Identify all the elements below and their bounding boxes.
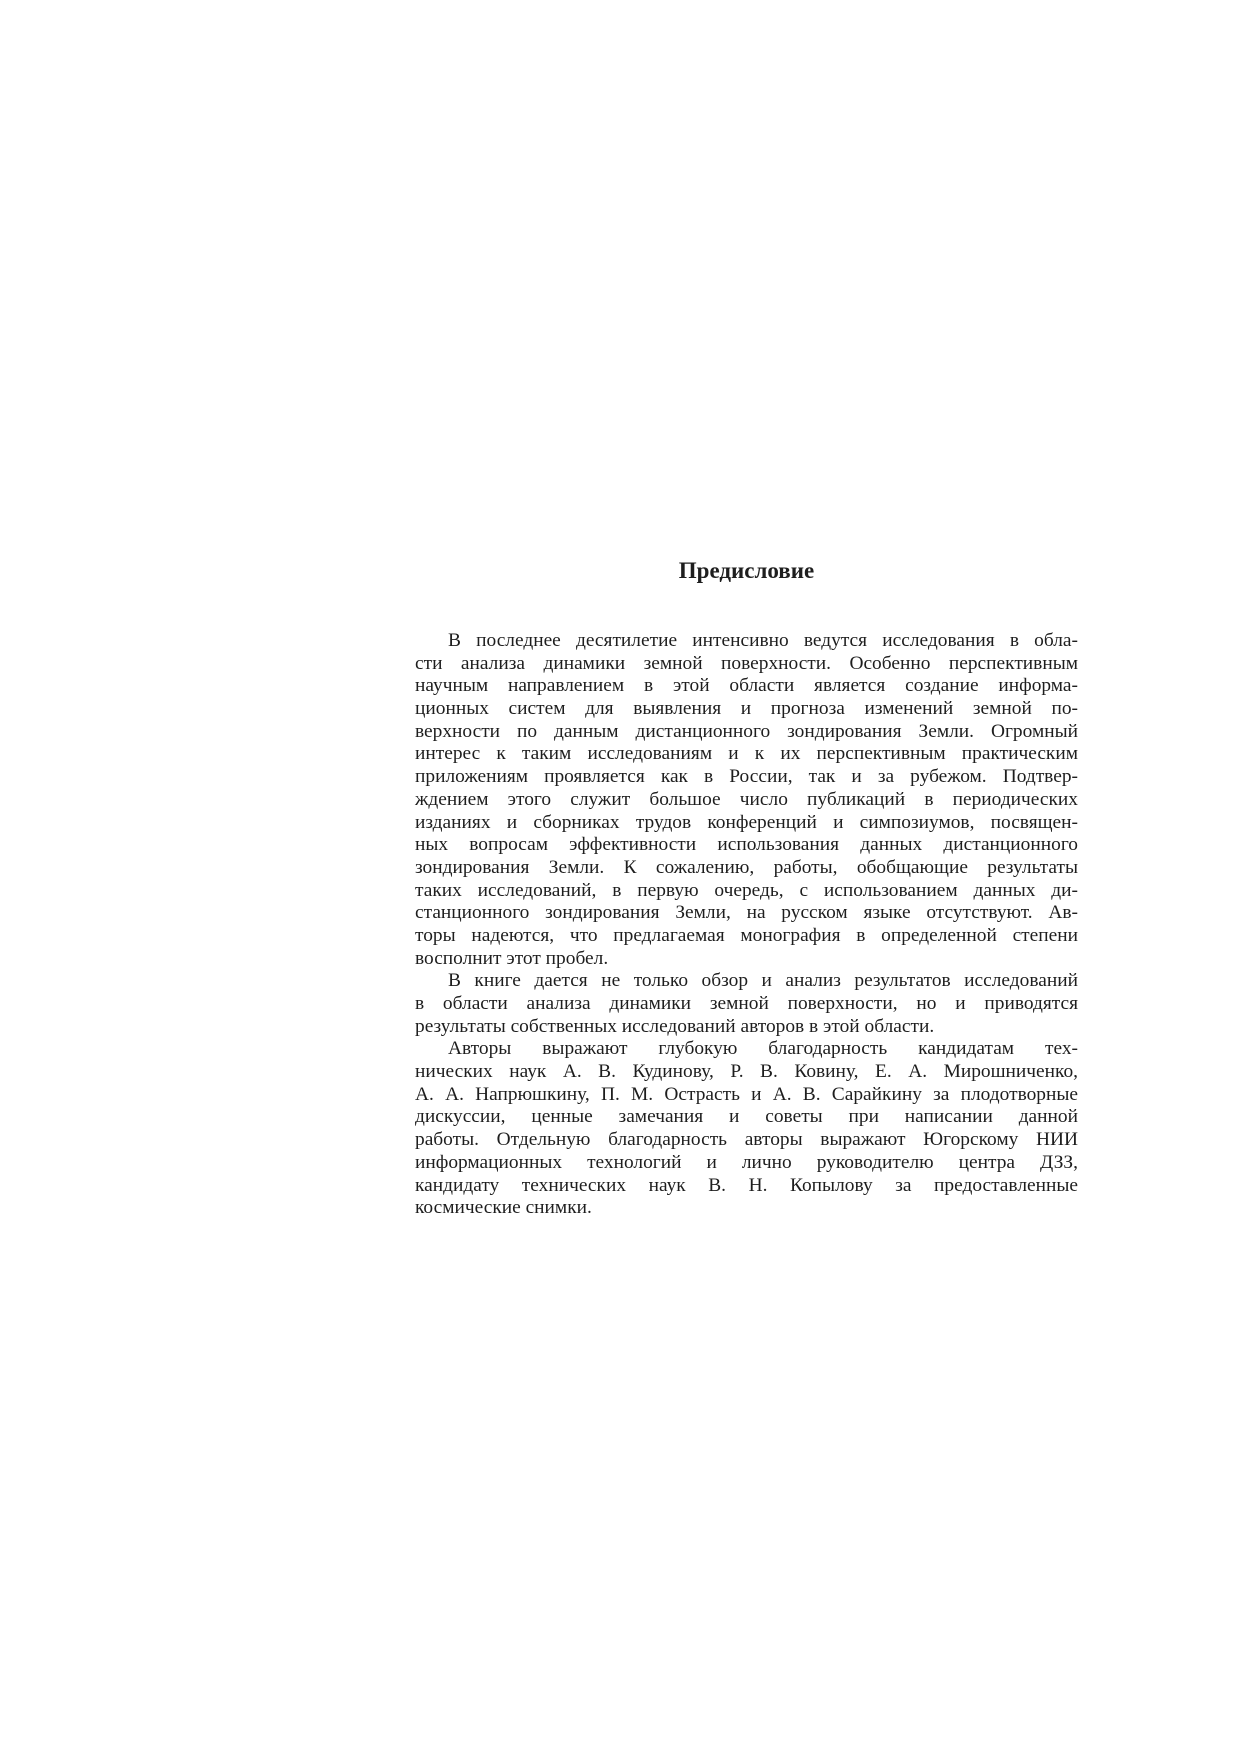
text-line: космические снимки. — [415, 1197, 592, 1219]
text-line: В последнее десятилетие интенсивно ведутся исследования в обла- — [448, 630, 1078, 651]
text-line: восполнит этот пробел. — [415, 947, 609, 969]
text-line: изданиях и сборниках трудов конференций и симпозиумов, посвящен- — [415, 811, 1078, 833]
text-line: дискуссии, ценные замечания и советы при написании данной — [415, 1106, 1078, 1128]
text-line: верхности по данным дистанционного зондирования Земли. Огромный — [415, 720, 1078, 742]
paragraph — [415, 1038, 1078, 1220]
text-line: ждением этого служит большое число публикаций в периодических — [415, 788, 1078, 810]
page-title: Предисловие — [678, 558, 815, 583]
paragraph — [415, 630, 1078, 970]
text-line: ционных систем для выявления и прогноза изменений земной по- — [415, 698, 1078, 720]
text-line: В книге дается не только обзор и анализ результатов исследований — [448, 970, 1078, 992]
text-line: в области анализа динамики земной поверхности, но и приводятся — [415, 993, 1078, 1014]
text-line: нических наук А. В. Кудинову, Р. В. Ковину, Е. А. Мирошниченко, — [415, 1061, 1078, 1083]
text-line: кандидату технических наук В. Н. Копылову за предоставленные — [415, 1174, 1078, 1196]
text-line: информационных технологий и лично руководителю центра ДЗЗ, — [415, 1151, 1078, 1173]
text-line: сти анализа динамики земной поверхности. Особенно перспективным — [415, 652, 1078, 674]
paragraph — [415, 970, 1078, 1038]
text-line: зондирования Земли. К сожалению, работы, обобщающие результаты — [415, 856, 1078, 878]
text-line: научным направлением в этой области является создание информа- — [415, 675, 1078, 697]
text-line: таких исследований, в первую очередь, с использованием данных ди- — [415, 879, 1078, 901]
text-line: Авторы выражают глубокую благодарность кандидатам тех- — [448, 1038, 1078, 1060]
text-line: приложениям проявляется как в России, так и за рубежом. Подтвер- — [415, 766, 1078, 788]
text-line: ных вопросам эффективности использования данных дистанционного — [415, 834, 1078, 856]
text-line: А. А. Напрюшкину, П. М. Остраcть и А. В. Сарайкину за плодотворные — [415, 1083, 1078, 1105]
text-line: станционного зондирования Земли, на русском языке отсутствуют. Ав- — [415, 902, 1078, 924]
text-line: торы надеются, что предлагаемая монография в определенной степени — [415, 924, 1078, 946]
text-line: интерес к таким исследованиям и к их перспективным практическим — [415, 743, 1078, 765]
preface-body — [415, 630, 1078, 1220]
text-line: результаты собственных исследований авторов в этой области. — [415, 1015, 935, 1037]
text-line: работы. Отдельную благодарность авторы выражают Югорскому НИИ — [415, 1129, 1078, 1151]
